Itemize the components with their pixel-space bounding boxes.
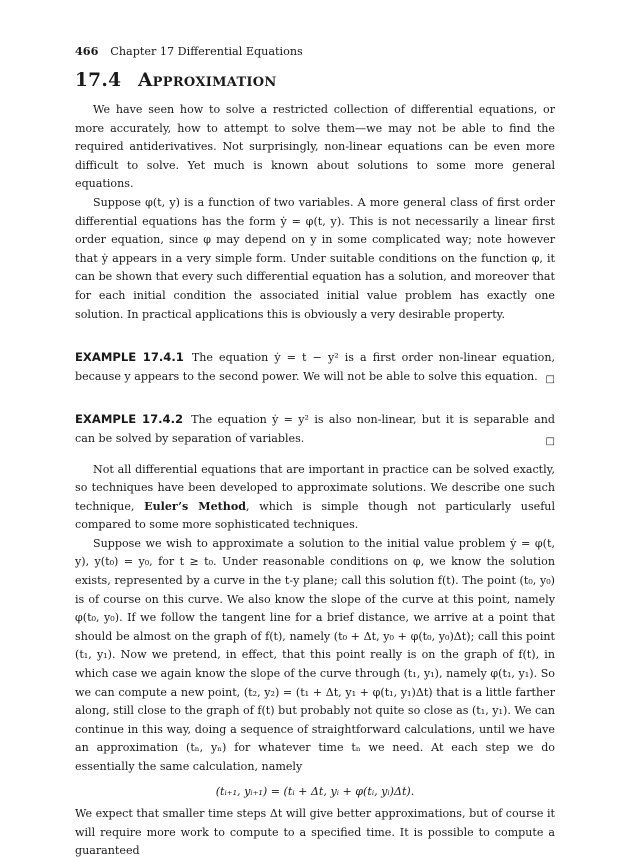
section-title: Approximation [138, 70, 277, 91]
paragraph-euler-derivation: Suppose we wish to approximate a solution to the initial value problem ẏ = φ(t, y), y(t₀) = y₀, for t ≥ t₀. Under reasonable conditions on φ, we know the solution exists, represented by a curve in the t-y plane; call this solution f(t). The point (t₀, y₀) is of course on this curve. We also know the slope of the curve at this point, namely φ(t₀, y₀). If we follow the tangent line for a brief distance, we arrive at a point that should be almost on the graph of f(t), namely (t₀ + Δt, y₀ + φ(t₀, y₀)Δt); call this point (t₁, y₁). Now we pretend, in effect, that this point really is on the graph of f(t), in which case we again know the slope of the curve through (t₁, y₁), namely φ(t₁, y₁). So we can compute a new point, (t₂, y₂) = (t₁ + Δt, y₁ + φ(t₁, y₁)Δt) that is a little farther along, still close to the graph of f(t) but probably not quite so close as (t₁, y₁). We can continue in this way, doing a sequence of straightforward calculations, until we have an approximation (tₙ, yₙ) for whatever time tₙ we need. At each step we do essentially the same calculation, namely [75, 536, 555, 773]
paragraph-general-class: Suppose φ(t, y) is a function of two variables. A more general class of first order differential equations has the form ẏ = φ(t, y). This is not necessarily a linear first order equation, since φ may depend on y in some complicated way; note however that ẏ appears in a very simple form. Under suitable conditions on the function φ, it can be shown that every such differential equation has a solution, and moreover that for each initial condition the associated initial value problem has exactly one solution. In practical applications this is obviously a very desirable property. [75, 195, 555, 321]
section-heading [75, 70, 555, 91]
end-of-example-mark: □ [545, 373, 555, 385]
example-text: The equation ẏ = y² is also non-linear, but it is separable and can be solved by separation of variables. [75, 413, 555, 445]
paragraph-text: , which is simple though not particularly useful compared to some more sophisticated techniques. [75, 499, 555, 532]
example-17-4-2 [75, 410, 555, 448]
paragraph-intro: We have seen how to solve a restricted collection of differential equations, or more accurately, how to attempt to solve them—we may not be able to find the required antiderivatives. Not surprisingly, non-linear equations can be even more difficult to solve. Yet much is known about solutions to some more general equations. [75, 103, 555, 191]
paragraph-step-size: We expect that smaller time steps Δt will give better approximations, but of course it will require more work to compute to a specified time. It is possible to compute a guaranteed [75, 807, 555, 858]
example-17-4-1 [75, 348, 555, 386]
page-number: 466 [75, 44, 99, 58]
display-equation: (tᵢ₊₁, yᵢ₊₁) = (tᵢ + Δt, yᵢ + φ(tᵢ, yᵢ)Δt). [215, 784, 415, 798]
end-of-example-mark: □ [545, 435, 555, 447]
running-head [75, 44, 555, 62]
paragraph-euler-intro [75, 461, 555, 535]
example-label: EXAMPLE 17.4.1 [75, 350, 184, 365]
example-label: EXAMPLE 17.4.2 [75, 412, 184, 427]
example-text: The equation ẏ = t − y² is a first order non-linear equation, because y appears to the second power. We will not be able to solve this equation. [75, 351, 555, 383]
paragraph-text: Not all differential equations that are important in practice can be solved exactly, so techniques have been developed to approximate solutions. We describe one such technique, [75, 462, 555, 513]
section-number: 17.4 [75, 70, 122, 91]
chapter-title: Chapter 17 Differential Equations [110, 45, 303, 58]
euler-method-term: Euler’s Method [144, 499, 246, 513]
page [75, 44, 555, 861]
